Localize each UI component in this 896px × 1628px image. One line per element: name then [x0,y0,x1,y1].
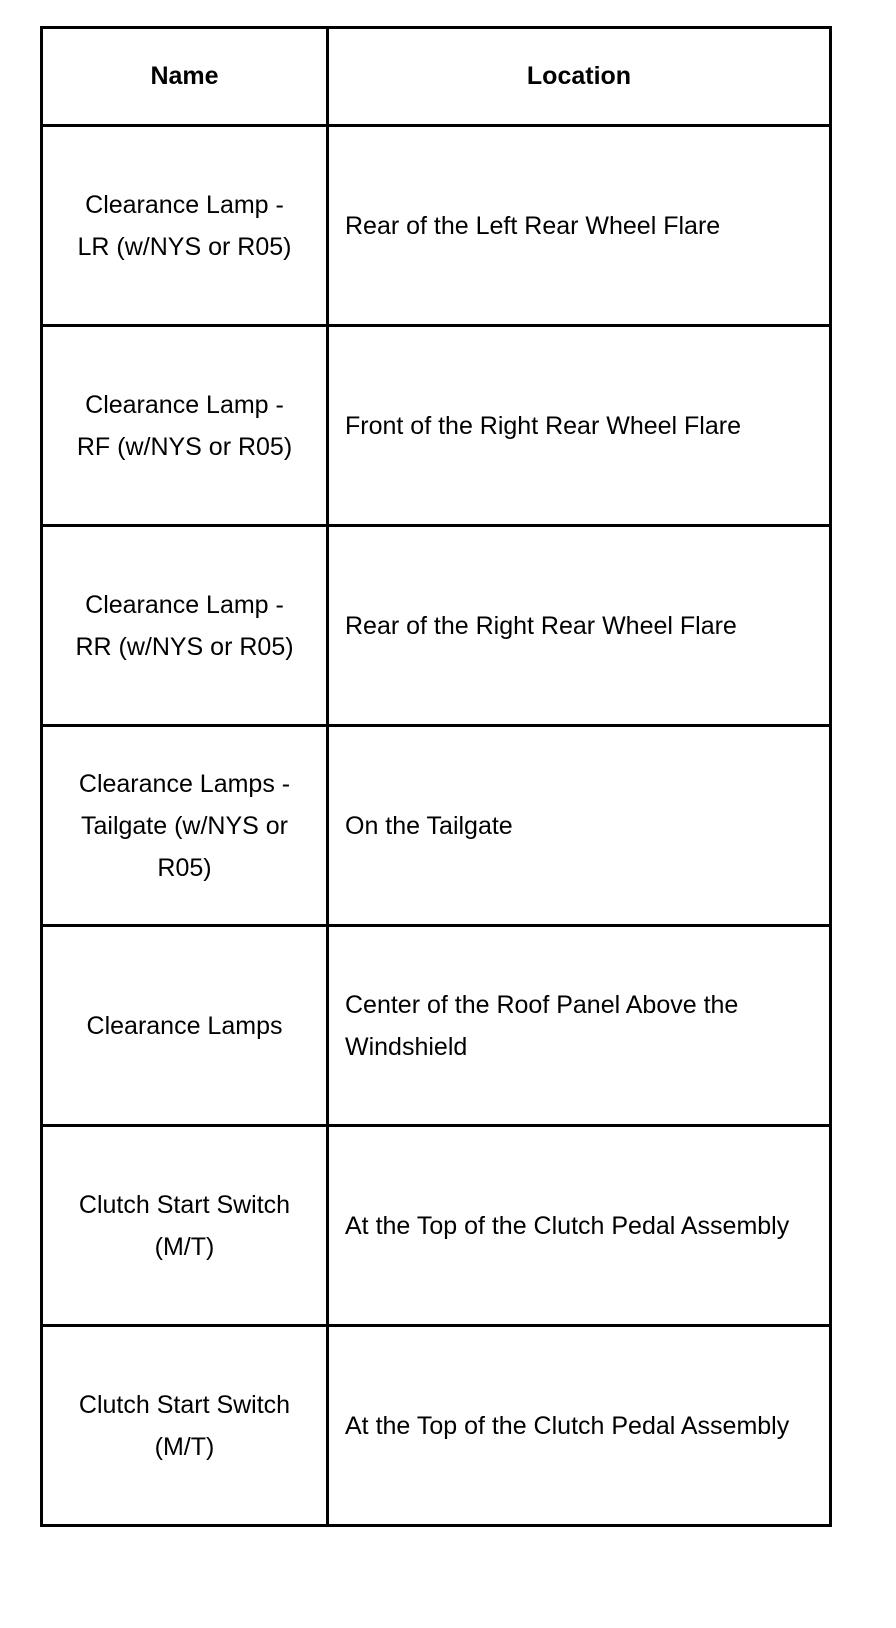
table-row [42,1126,831,1326]
cell-location: Rear of the Left Rear Wheel Flare [328,126,831,326]
cell-name: Clearance Lamp - LR (w/NYS or R05) [42,126,328,326]
table-row [42,926,831,1126]
table-header-row [42,28,831,126]
table-row [42,726,831,926]
cell-name: Clearance Lamps [42,926,328,1126]
cell-location: Front of the Right Rear Wheel Flare [328,326,831,526]
table-row [42,1326,831,1526]
cell-name: Clearance Lamp - RF (w/NYS or R05) [42,326,328,526]
table-row [42,126,831,326]
cell-location: Rear of the Right Rear Wheel Flare [328,526,831,726]
component-locator-table-container [40,26,829,1527]
cell-name: Clearance Lamp - RR (w/NYS or R05) [42,526,328,726]
column-header-name: Name [42,28,328,126]
cell-name: Clearance Lamps - Tailgate (w/NYS or R05) [42,726,328,926]
component-locator-table [40,26,832,1527]
table-row [42,326,831,526]
column-header-location: Location [328,28,831,126]
cell-location: At the Top of the Clutch Pedal Assembly [328,1126,831,1326]
cell-name: Clutch Start Switch (M/T) [42,1326,328,1526]
cell-location: On the Tailgate [328,726,831,926]
table-row [42,526,831,726]
cell-location: Center of the Roof Panel Above the Windshield [328,926,831,1126]
cell-name: Clutch Start Switch (M/T) [42,1126,328,1326]
cell-location: At the Top of the Clutch Pedal Assembly [328,1326,831,1526]
